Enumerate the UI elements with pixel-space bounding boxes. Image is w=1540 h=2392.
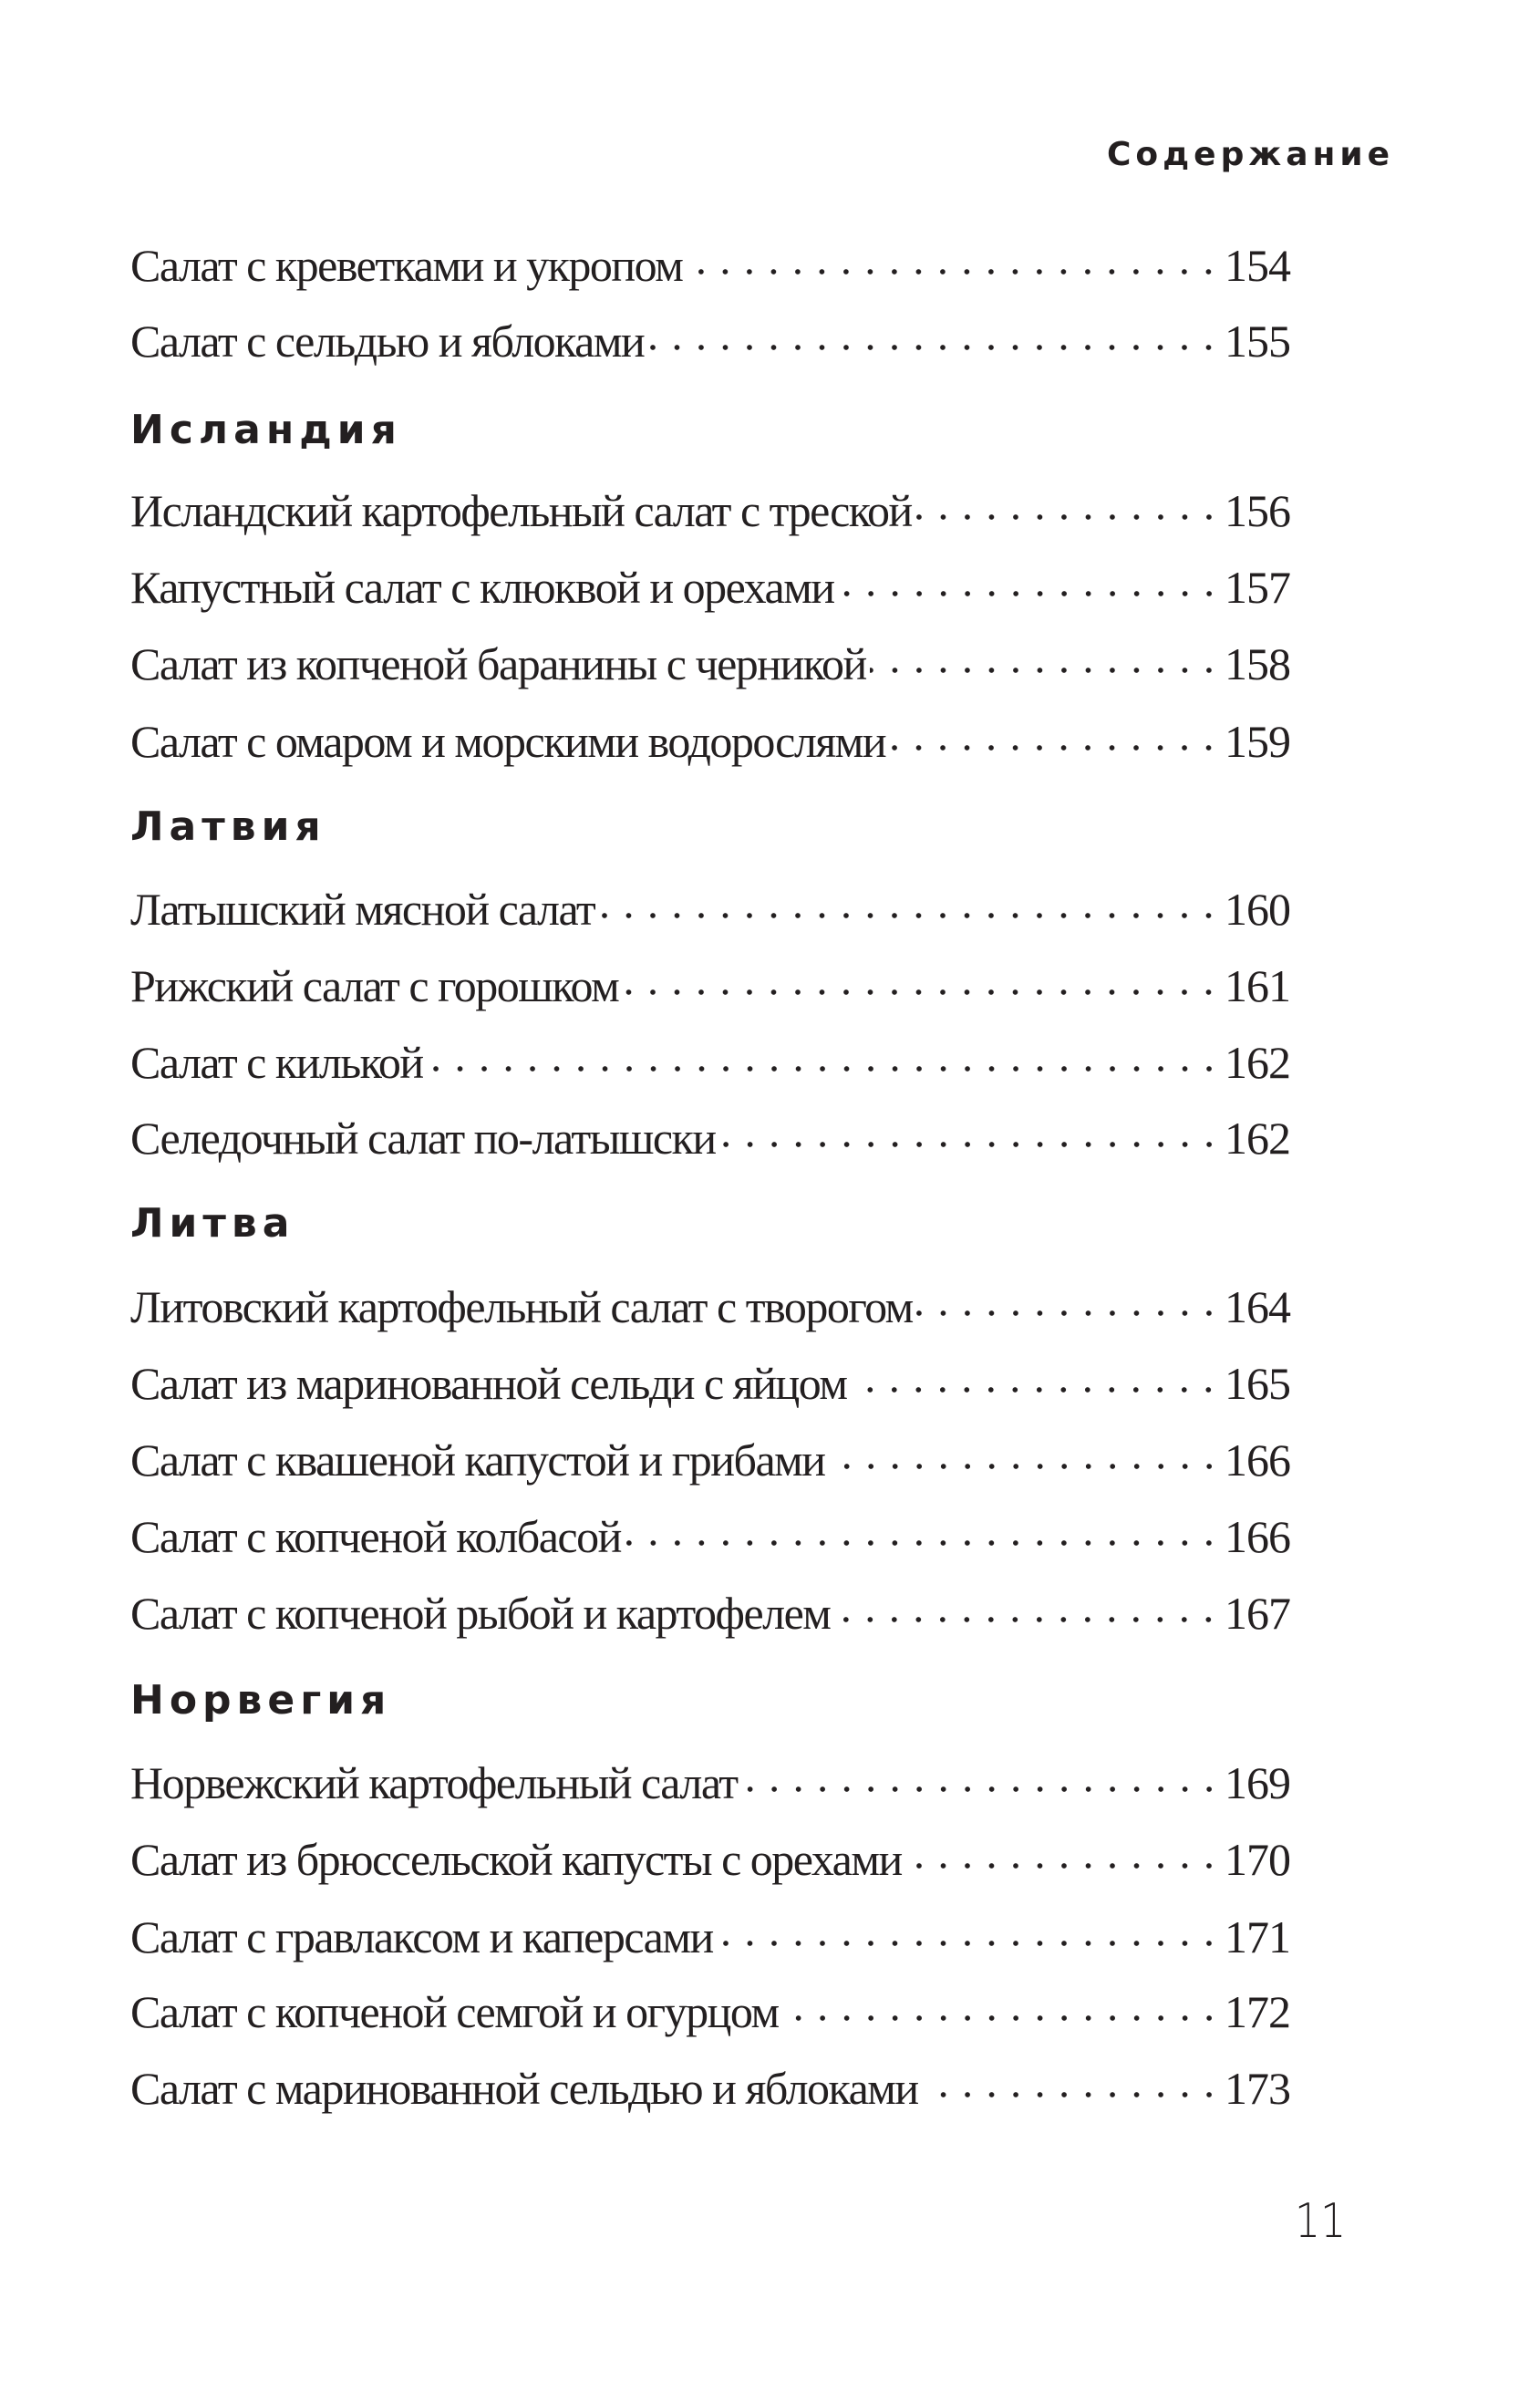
dot-leader [922, 2058, 1221, 2104]
entry-title: Салат с гравлаксом и каперсами [130, 1911, 713, 1962]
toc-entry[interactable] [130, 1583, 1290, 1639]
dot-leader [782, 1982, 1221, 2027]
dot-leader [625, 1507, 1221, 1552]
entry-title: Салат с копченой семгой и огурцом [130, 1986, 779, 2037]
entry-title: Салат с копченой рыбой и картофелем [130, 1588, 831, 1639]
entry-title: Литовский картофельный салат с творогом [130, 1281, 913, 1332]
entry-page-number: 166 [1225, 1511, 1290, 1562]
section-heading-norway: Норвегия [130, 1677, 392, 1724]
entry-title: Салат из маринованной сельди с яйцом [130, 1358, 847, 1409]
entry-page-number: 173 [1225, 2063, 1290, 2114]
dot-leader [838, 557, 1221, 603]
toc-entry[interactable] [130, 1430, 1290, 1486]
entry-page-number: 170 [1225, 1834, 1290, 1885]
entry-title: Салат с квашеной капустой и грибами [130, 1434, 825, 1486]
dot-leader [686, 235, 1221, 281]
section-heading-latvia: Латвия [130, 803, 326, 850]
entry-title: Салат с килькой [130, 1037, 423, 1088]
entry-page-number: 159 [1225, 716, 1290, 767]
toc-entry[interactable] [130, 956, 1290, 1009]
toc-entry[interactable] [130, 1982, 1290, 2035]
dot-leader [598, 879, 1221, 925]
entry-page-number: 155 [1225, 316, 1290, 367]
dot-leader [850, 1353, 1221, 1399]
toc-entry[interactable] [130, 1829, 1290, 1885]
entry-page-number: 156 [1225, 485, 1290, 536]
entry-title: Салат с сельдью и яблоками [130, 316, 645, 367]
entry-page-number: 166 [1225, 1434, 1290, 1486]
toc-entry[interactable] [130, 1507, 1290, 1562]
section-heading-iceland: Исландия [130, 407, 402, 453]
entry-page-number: 162 [1225, 1113, 1290, 1164]
dot-leader [833, 1583, 1221, 1629]
dot-leader [717, 1907, 1221, 1952]
entry-page-number: 172 [1225, 1986, 1290, 2037]
entry-title: Салат с омаром и морскими водорослями [130, 716, 886, 767]
toc-entry[interactable] [130, 311, 1290, 367]
entry-page-number: 164 [1225, 1281, 1290, 1332]
entry-title: Салат с креветками и укропом [130, 240, 683, 291]
toc-entry[interactable] [130, 1753, 1290, 1806]
entry-page-number: 169 [1225, 1757, 1290, 1808]
toc-entry[interactable] [130, 1353, 1290, 1409]
entry-page-number: 160 [1225, 884, 1290, 935]
entry-page-number: 157 [1225, 562, 1290, 613]
entry-title: Исландский картофельный салат с треской [130, 485, 912, 536]
dot-leader [719, 1108, 1221, 1154]
entry-title: Салат с маринованной сельдью и яблоками [130, 2063, 918, 2114]
entry-page-number: 161 [1225, 960, 1290, 1011]
toc-entry[interactable] [130, 1032, 1290, 1088]
toc-entry[interactable] [130, 879, 1290, 935]
entry-page-number: 165 [1225, 1358, 1290, 1409]
toc-entry[interactable] [130, 1108, 1290, 1164]
toc-entry[interactable] [130, 711, 1290, 767]
entry-page-number: 162 [1225, 1037, 1290, 1088]
dot-leader [427, 1032, 1221, 1078]
dot-leader [889, 711, 1221, 757]
section-heading-lithuania: Литва [130, 1200, 295, 1247]
toc-entry[interactable] [130, 1907, 1290, 1960]
entry-page-number: 158 [1225, 638, 1290, 689]
toc-entry[interactable] [130, 235, 1290, 291]
toc-entry[interactable] [130, 557, 1290, 613]
page-number: 11 [1295, 2194, 1347, 2249]
entry-title: Салат из брюссельской капусты с орехами [130, 1834, 902, 1885]
dot-leader [870, 634, 1221, 679]
entry-page-number: 167 [1225, 1588, 1290, 1639]
toc-entry[interactable] [130, 2058, 1290, 2114]
dot-leader [915, 481, 1221, 526]
toc-entry[interactable] [130, 481, 1290, 536]
entry-title: Салат из копченой баранины с черникой [130, 638, 866, 689]
entry-title: Рижский салат с горошком [130, 960, 619, 1011]
dot-leader [905, 1829, 1221, 1875]
entry-title: Селедочный салат по-латышски [130, 1113, 716, 1164]
toc-entry[interactable] [130, 634, 1290, 687]
entry-title: Латышский мясной салат [130, 884, 595, 935]
dot-leader [829, 1430, 1221, 1476]
toc-entry[interactable] [130, 1277, 1290, 1330]
entry-page-number: 154 [1225, 240, 1290, 291]
entry-title: Салат с копченой колбасой [130, 1511, 621, 1562]
dot-leader [622, 956, 1221, 1001]
entry-page-number: 171 [1225, 1911, 1290, 1962]
running-head: Содержание [1106, 136, 1394, 173]
dot-leader [741, 1753, 1221, 1798]
entry-title: Капустный салат с клюквой и орехами [130, 562, 834, 613]
dot-leader [916, 1277, 1221, 1322]
dot-leader [647, 311, 1221, 357]
entry-title: Норвежский картофельный салат [130, 1757, 738, 1808]
